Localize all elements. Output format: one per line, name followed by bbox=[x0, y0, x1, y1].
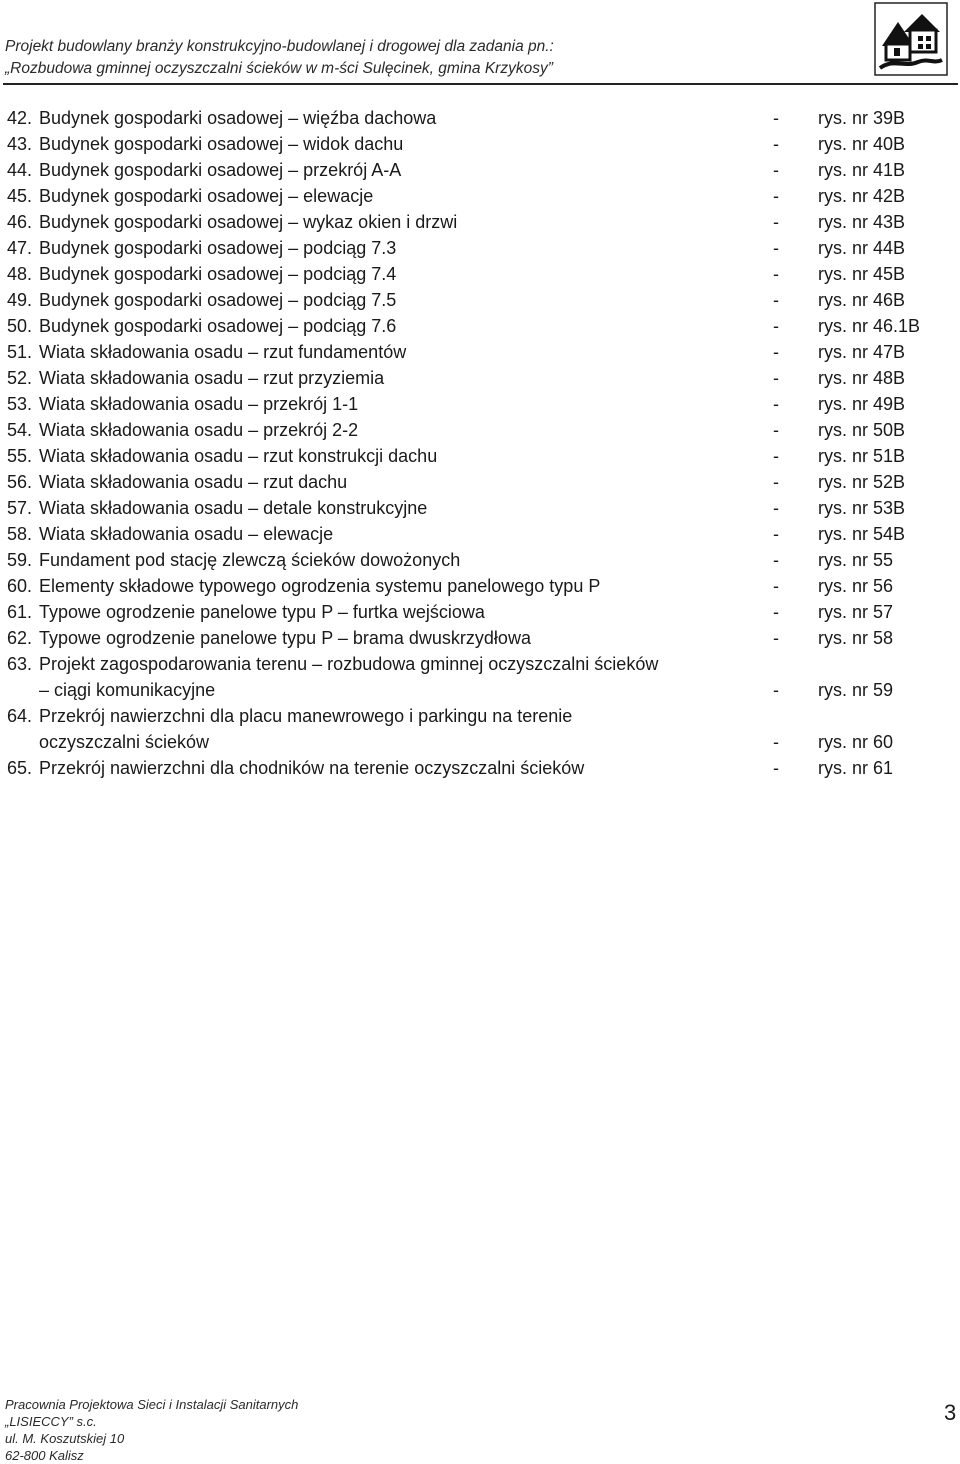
item-number: 60. bbox=[7, 576, 33, 596]
list-item bbox=[0, 183, 960, 209]
list-item bbox=[0, 209, 960, 235]
item-number: 45. bbox=[7, 186, 33, 206]
item-drawing-ref: rys. nr 48B bbox=[818, 368, 906, 388]
item-number: 63. bbox=[7, 654, 33, 674]
item-drawing-ref: rys. nr 57 bbox=[818, 602, 894, 622]
item-drawing-ref: rys. nr 50B bbox=[818, 420, 906, 440]
item-number: 48. bbox=[7, 264, 33, 284]
item-drawing-ref: rys. nr 46B bbox=[818, 290, 906, 310]
item-title: Budynek gospodarki osadowej – wykaz okien i drzwi bbox=[39, 212, 458, 232]
item-title: Budynek gospodarki osadowej – elewacje bbox=[39, 186, 374, 206]
item-separator: - bbox=[773, 160, 779, 180]
item-separator: - bbox=[773, 550, 779, 570]
drawings-list bbox=[0, 105, 960, 781]
item-title: Wiata składowania osadu – rzut przyziemia bbox=[39, 368, 385, 388]
item-separator: - bbox=[773, 576, 779, 596]
item-title: Wiata składowania osadu – przekrój 1-1 bbox=[39, 394, 359, 414]
item-title: Wiata składowania osadu – elewacje bbox=[39, 524, 334, 544]
item-title: Wiata składowania osadu – przekrój 2-2 bbox=[39, 420, 359, 440]
item-separator: - bbox=[773, 498, 779, 518]
item-title: Budynek gospodarki osadowej – widok dachu bbox=[39, 134, 404, 154]
item-drawing-ref: rys. nr 60 bbox=[818, 732, 894, 752]
list-item bbox=[0, 495, 960, 521]
item-separator: - bbox=[773, 732, 779, 752]
list-item bbox=[0, 677, 960, 703]
list-item bbox=[0, 339, 960, 365]
list-item bbox=[0, 469, 960, 495]
item-number: 49. bbox=[7, 290, 33, 310]
item-number: 51. bbox=[7, 342, 33, 362]
list-item bbox=[0, 599, 960, 625]
item-separator: - bbox=[773, 316, 779, 336]
item-number: 44. bbox=[7, 160, 33, 180]
item-number: 56. bbox=[7, 472, 33, 492]
item-title: Wiata składowania osadu – rzut fundamentów bbox=[39, 342, 407, 362]
list-item bbox=[0, 729, 960, 755]
footer-street: ul. M. Koszutskiej 10 bbox=[5, 1431, 125, 1446]
item-separator: - bbox=[773, 108, 779, 128]
list-item bbox=[0, 443, 960, 469]
item-title: Wiata składowania osadu – rzut konstrukcji dachu bbox=[39, 446, 438, 466]
item-separator: - bbox=[773, 472, 779, 492]
item-drawing-ref: rys. nr 42B bbox=[818, 186, 906, 206]
list-item bbox=[0, 235, 960, 261]
item-separator: - bbox=[773, 342, 779, 362]
list-item bbox=[0, 157, 960, 183]
document-header bbox=[5, 36, 865, 80]
item-separator: - bbox=[773, 420, 779, 440]
item-separator: - bbox=[773, 238, 779, 258]
item-separator: - bbox=[773, 524, 779, 544]
item-drawing-ref: rys. nr 47B bbox=[818, 342, 906, 362]
list-item bbox=[0, 625, 960, 651]
item-drawing-ref: rys. nr 43B bbox=[818, 212, 906, 232]
item-number: 53. bbox=[7, 394, 33, 414]
header-divider bbox=[3, 83, 958, 85]
item-drawing-ref: rys. nr 61 bbox=[818, 758, 894, 778]
item-separator: - bbox=[773, 212, 779, 232]
item-separator: - bbox=[773, 446, 779, 466]
item-title: Przekrój nawierzchni dla placu manewrowego i parkingu na terenie bbox=[39, 706, 573, 726]
list-item bbox=[0, 313, 960, 339]
item-number: 46. bbox=[7, 212, 33, 232]
item-separator: - bbox=[773, 394, 779, 414]
item-separator: - bbox=[773, 290, 779, 310]
item-number: 47. bbox=[7, 238, 33, 258]
list-item bbox=[0, 755, 960, 781]
header-task-name: „Rozbudowa gminnej oczyszczalni ścieków w m-ści Sulęcinek, gmina Krzykosy” bbox=[5, 60, 553, 77]
item-title: Fundament pod stację zlewczą ścieków dowożonych bbox=[39, 550, 461, 570]
item-drawing-ref: rys. nr 46.1B bbox=[818, 316, 921, 336]
item-separator: - bbox=[773, 602, 779, 622]
item-drawing-ref: rys. nr 55 bbox=[818, 550, 894, 570]
item-drawing-ref: rys. nr 44B bbox=[818, 238, 906, 258]
page-number: 3 bbox=[944, 1400, 957, 1425]
item-drawing-ref: rys. nr 54B bbox=[818, 524, 906, 544]
item-number: 52. bbox=[7, 368, 33, 388]
item-title: oczyszczalni ścieków bbox=[39, 732, 210, 752]
item-number: 50. bbox=[7, 316, 33, 336]
item-number: 55. bbox=[7, 446, 33, 466]
list-item bbox=[0, 651, 960, 677]
item-number: 58. bbox=[7, 524, 33, 544]
item-drawing-ref: rys. nr 52B bbox=[818, 472, 906, 492]
item-title: Typowe ogrodzenie panelowe typu P – furtka wejściowa bbox=[39, 602, 485, 622]
item-title: Przekrój nawierzchni dla chodników na terenie oczyszczalni ścieków bbox=[39, 758, 585, 778]
item-title: Budynek gospodarki osadowej – przekrój A-A bbox=[39, 160, 402, 180]
item-title: Elementy składowe typowego ogrodzenia systemu panelowego typu P bbox=[39, 576, 601, 596]
item-number: 61. bbox=[7, 602, 33, 622]
house-logo-icon bbox=[874, 2, 948, 76]
header-project-title: Projekt budowlany branży konstrukcyjno-budowlanej i drogowej dla zadania pn.: bbox=[5, 38, 554, 55]
item-drawing-ref: rys. nr 49B bbox=[818, 394, 906, 414]
item-number: 57. bbox=[7, 498, 33, 518]
item-title: Wiata składowania osadu – detale konstrukcyjne bbox=[39, 498, 428, 518]
item-title: Wiata składowania osadu – rzut dachu bbox=[39, 472, 348, 492]
item-drawing-ref: rys. nr 40B bbox=[818, 134, 906, 154]
footer-company-name: „LISIECCY” s.c. bbox=[5, 1414, 97, 1429]
item-title: Budynek gospodarki osadowej – podciąg 7.5 bbox=[39, 290, 397, 310]
footer-city: 62-800 Kalisz bbox=[5, 1448, 84, 1463]
list-item bbox=[0, 391, 960, 417]
item-separator: - bbox=[773, 680, 779, 700]
item-drawing-ref: rys. nr 45B bbox=[818, 264, 906, 284]
item-number: 65. bbox=[7, 758, 33, 778]
item-drawing-ref: rys. nr 41B bbox=[818, 160, 906, 180]
item-title: Projekt zagospodarowania terenu – rozbudowa gminnej oczyszczalni ścieków bbox=[39, 654, 659, 674]
item-number: 42. bbox=[7, 108, 33, 128]
item-separator: - bbox=[773, 758, 779, 778]
list-item bbox=[0, 105, 960, 131]
item-separator: - bbox=[773, 186, 779, 206]
item-separator: - bbox=[773, 134, 779, 154]
list-item bbox=[0, 365, 960, 391]
list-item bbox=[0, 703, 960, 729]
item-drawing-ref: rys. nr 58 bbox=[818, 628, 894, 648]
item-drawing-ref: rys. nr 51B bbox=[818, 446, 906, 466]
list-item bbox=[0, 287, 960, 313]
list-item bbox=[0, 261, 960, 287]
item-number: 54. bbox=[7, 420, 33, 440]
item-separator: - bbox=[773, 264, 779, 284]
item-number: 43. bbox=[7, 134, 33, 154]
item-title: Budynek gospodarki osadowej – więźba dachowa bbox=[39, 108, 437, 128]
list-item bbox=[0, 547, 960, 573]
item-drawing-ref: rys. nr 59 bbox=[818, 680, 894, 700]
item-separator: - bbox=[773, 368, 779, 388]
item-drawing-ref: rys. nr 56 bbox=[818, 576, 894, 596]
item-title: Typowe ogrodzenie panelowe typu P – brama dwuskrzydłowa bbox=[39, 628, 531, 648]
list-item bbox=[0, 521, 960, 547]
list-item bbox=[0, 417, 960, 443]
item-title: Budynek gospodarki osadowej – podciąg 7.4 bbox=[39, 264, 397, 284]
item-title: Budynek gospodarki osadowej – podciąg 7.6 bbox=[39, 316, 397, 336]
item-separator: - bbox=[773, 628, 779, 648]
item-drawing-ref: rys. nr 53B bbox=[818, 498, 906, 518]
footer-company: Pracownia Projektowa Sieci i Instalacji Sanitarnych bbox=[5, 1397, 299, 1412]
item-number: 64. bbox=[7, 706, 33, 726]
document-footer bbox=[5, 1396, 298, 1464]
list-item bbox=[0, 131, 960, 157]
item-title: – ciągi komunikacyjne bbox=[39, 680, 216, 700]
list-item bbox=[0, 573, 960, 599]
item-drawing-ref: rys. nr 39B bbox=[818, 108, 906, 128]
item-title: Budynek gospodarki osadowej – podciąg 7.3 bbox=[39, 238, 397, 258]
item-number: 59. bbox=[7, 550, 33, 570]
item-number: 62. bbox=[7, 628, 33, 648]
